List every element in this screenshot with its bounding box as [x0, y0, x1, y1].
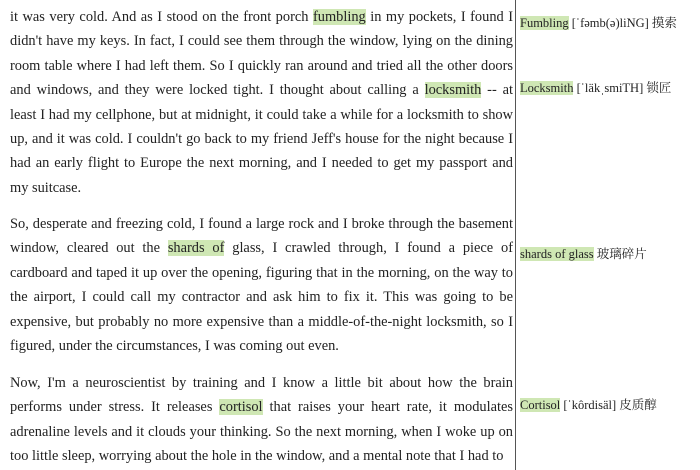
vocab-note-fumbling — [520, 15, 696, 32]
text-segment: Now, I'm a neuroscientist by training and I know a little bit about how the brain — [10, 375, 513, 391]
text-line — [10, 127, 513, 151]
text-segment: and windows, and they were locked tight. I thought about calling a — [10, 82, 425, 99]
vocab-definition: 玻璃碎片 — [593, 247, 647, 261]
text-segment: too little sleep, worrying about the hole in the window, and a mental note that I had to — [10, 448, 504, 465]
text-line — [10, 261, 513, 285]
highlighted-term: shards of — [167, 240, 225, 257]
text-segment: window, cleared out the — [10, 240, 168, 257]
text-line — [10, 212, 513, 236]
text-line — [10, 54, 513, 78]
text-line — [10, 29, 513, 53]
text-segment: my suitcase. — [10, 179, 82, 196]
highlighted-term: cortisol — [219, 399, 263, 416]
text-line — [10, 444, 513, 468]
vocab-term: shards of glass — [520, 247, 594, 261]
vocab-note-cortisol — [520, 397, 696, 414]
paragraph — [10, 371, 513, 469]
text-segment: the airport, I could call my contractor and ask him to fix it. This was going to be — [10, 289, 513, 306]
paragraph — [10, 5, 513, 200]
text-line — [10, 395, 513, 419]
text-segment: room table where I had left them. So I quickly ran around and tried all the other doors — [10, 57, 513, 74]
vocab-term: Cortisol — [520, 398, 561, 412]
text-line — [10, 5, 513, 29]
text-segment: So, desperate and freezing cold, I found a large rock and I broke through the basement — [10, 216, 513, 232]
text-segment: figured, under the circumstances, I was coming out even. — [10, 337, 339, 354]
vocab-note-shards-of-glass — [520, 246, 696, 263]
vocab-definition: [ˈläkˌsmiTH] 锁匠 — [573, 81, 672, 95]
text-line — [10, 310, 513, 334]
text-segment: that raises your heart rate, it modulates — [262, 399, 513, 416]
text-segment: didn't have my keys. In fact, I could see them through the window, lying on the dining — [10, 33, 513, 50]
text-segment: cardboard and taped it up over the opening, figuring that in the morning, on the way to — [10, 264, 513, 281]
text-segment: had an early flight to Europe the next morning, and I needed to get my passport and — [10, 155, 513, 172]
text-segment: expensive, but probably no more expensive than a middle-of-the-night locksmith, so I — [10, 313, 513, 330]
text-segment: up, and it was cold. I couldn't go back to my friend Jeff's house for the night because I — [10, 130, 513, 147]
text-segment: it was very cold. And as I stood on the front porch — [10, 9, 313, 25]
text-line — [10, 103, 513, 127]
highlighted-term: fumbling — [312, 9, 366, 25]
text-segment: least I had my cellphone, but at midnight, it could take a while for a locksmith to show — [10, 106, 513, 123]
text-segment: adrenaline levels and it clouds your thinking. So the next morning, when I woke up on — [10, 423, 513, 440]
text-line — [10, 420, 513, 444]
text-segment: in my pockets, I found I — [365, 9, 513, 25]
vocab-term: Fumbling — [520, 16, 569, 30]
vocab-definition: [ˈkôrdisäl] 皮质醇 — [560, 398, 657, 412]
text-line — [10, 334, 513, 358]
text-segment: glass, I crawled through, I found a piece of — [224, 240, 513, 257]
text-line — [10, 236, 513, 260]
text-line — [10, 176, 513, 200]
text-line — [10, 285, 513, 309]
vocab-note-locksmith — [520, 80, 696, 97]
text-line — [10, 371, 513, 395]
text-line — [10, 151, 513, 175]
text-line — [10, 78, 513, 102]
vocab-definition: [ˈfəmb(ə)liNG] 摸索 — [568, 16, 677, 30]
paragraph — [10, 212, 513, 358]
highlighted-term: locksmith — [424, 82, 482, 99]
text-segment: performs under stress. It releases — [10, 399, 220, 416]
vocab-term: Locksmith — [520, 81, 574, 95]
text-segment: -- at — [481, 82, 513, 99]
